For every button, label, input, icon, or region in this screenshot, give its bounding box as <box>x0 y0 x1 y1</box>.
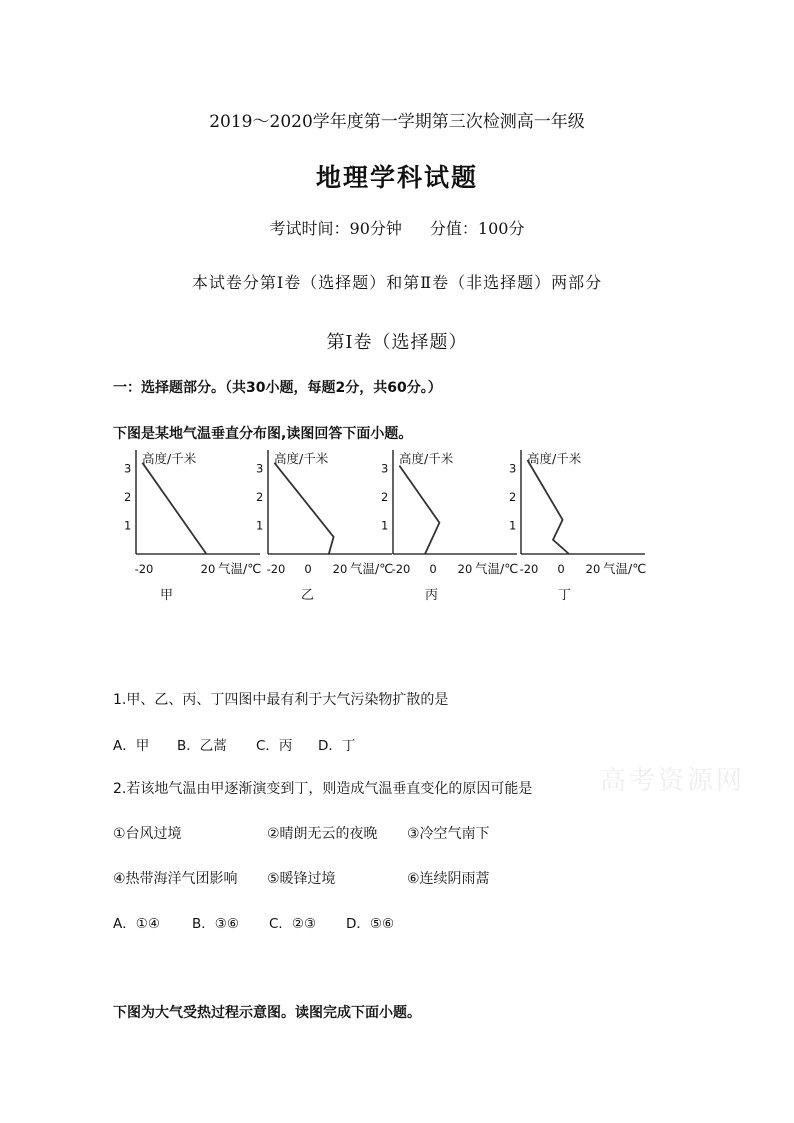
question-stem: 1.甲、乙、丙、丁四图中最有利于大气污染物扩散的是 <box>113 692 449 708</box>
question-group-intro: 下图是某地气温垂直分布图,读图回答下面小题。 <box>113 426 413 442</box>
exam-score: 分值：100分 <box>429 219 525 238</box>
watermark: 高考资源网 <box>600 766 746 796</box>
x-tick-label: 20 <box>457 562 473 576</box>
x-axis-label: 气温/℃ <box>475 561 519 576</box>
x-tick-label: -20 <box>391 562 411 576</box>
x-tick-label: 0 <box>304 562 312 576</box>
condition-item: ①台风过境 <box>113 826 182 842</box>
answer-option-c[interactable]: C．丙 <box>256 738 293 754</box>
exam-info <box>0 216 794 239</box>
answer-option-b[interactable]: B．乙蒿 <box>177 738 227 754</box>
y-tick-label: 2 <box>381 490 389 504</box>
temperature-profile-chart <box>503 448 658 588</box>
answer-option-c[interactable]: C．②③ <box>269 916 317 932</box>
temperature-profile-line <box>274 463 333 554</box>
temperature-profile-line <box>399 466 439 554</box>
question-group-intro: 下图为大气受热过程示意图。读图完成下面小题。 <box>113 1005 421 1021</box>
x-tick-label: -20 <box>134 562 154 576</box>
x-tick-label: -20 <box>266 562 286 576</box>
question-stem: 2.若该地气温由甲逐渐演变到丁，则造成气温垂直变化的原因可能是 <box>113 781 533 797</box>
y-tick-label: 1 <box>124 518 132 533</box>
y-tick-label: 3 <box>256 461 264 476</box>
y-tick-label: 1 <box>256 518 264 533</box>
document-title: 地理学科试题 <box>315 163 478 192</box>
exam-header: 2019～2020学年度第一学期第三次检测高一年级 <box>209 112 585 132</box>
y-tick-label: 1 <box>381 518 389 533</box>
x-tick-label: -20 <box>519 562 539 576</box>
x-tick-label: 20 <box>200 562 216 576</box>
temperature-profile-line <box>527 460 569 554</box>
chart-panel-label: 丙 <box>425 588 439 603</box>
section-title: 第Ⅰ卷（选择题） <box>326 332 468 353</box>
x-tick-label: 0 <box>429 562 437 576</box>
answer-option-a[interactable]: A．甲 <box>113 738 150 754</box>
x-axis-label: 气温/℃ <box>218 561 262 576</box>
y-tick-label: 2 <box>256 490 264 504</box>
x-axis-label: 气温/℃ <box>350 561 394 576</box>
answer-option-a[interactable]: A．①④ <box>113 916 160 932</box>
chart-panel-label: 乙 <box>301 588 315 603</box>
condition-item: ⑤暖锋过境 <box>267 871 336 887</box>
condition-item: ④热带海洋气团影响 <box>113 871 238 887</box>
y-tick-label: 2 <box>509 490 517 504</box>
x-axis-label: 气温/℃ <box>603 561 647 576</box>
y-tick-label: 1 <box>509 518 517 533</box>
answer-option-b[interactable]: B．③⑥ <box>192 916 239 932</box>
exam-time: 考试时间：90分钟 <box>269 219 402 238</box>
y-axis-label: 高度/千米 <box>399 451 454 466</box>
y-tick-label: 2 <box>124 490 132 504</box>
condition-item: ③冷空气南下 <box>407 826 490 842</box>
x-tick-label: 20 <box>332 562 348 576</box>
y-axis-label: 高度/千米 <box>274 451 329 466</box>
y-tick-label: 3 <box>381 461 389 476</box>
condition-item: ②晴朗无云的夜晚 <box>267 826 378 842</box>
x-tick-label: 20 <box>585 562 601 576</box>
temperature-profile-line <box>142 463 206 554</box>
y-axis-label: 高度/千米 <box>142 451 197 466</box>
chart-panel-label: 丁 <box>558 588 572 603</box>
y-tick-label: 3 <box>124 461 132 476</box>
y-axis-label: 高度/千米 <box>527 451 582 466</box>
x-tick-label: 0 <box>557 562 565 576</box>
part-heading: 一：选择题部分。（共30小题，每题2分，共60分。） <box>113 380 442 396</box>
answer-option-d[interactable]: D．丁 <box>318 738 356 754</box>
condition-item: ⑥连续阴雨蒿 <box>407 871 490 887</box>
chart-panel-ding <box>503 448 658 608</box>
paper-structure: 本试卷分第Ⅰ卷（选择题）和第Ⅱ卷（非选择题）两部分 <box>191 273 603 292</box>
answer-option-d[interactable]: D．⑤⑥ <box>346 916 395 932</box>
y-tick-label: 3 <box>509 461 517 476</box>
chart-panel-label: 甲 <box>160 588 174 603</box>
